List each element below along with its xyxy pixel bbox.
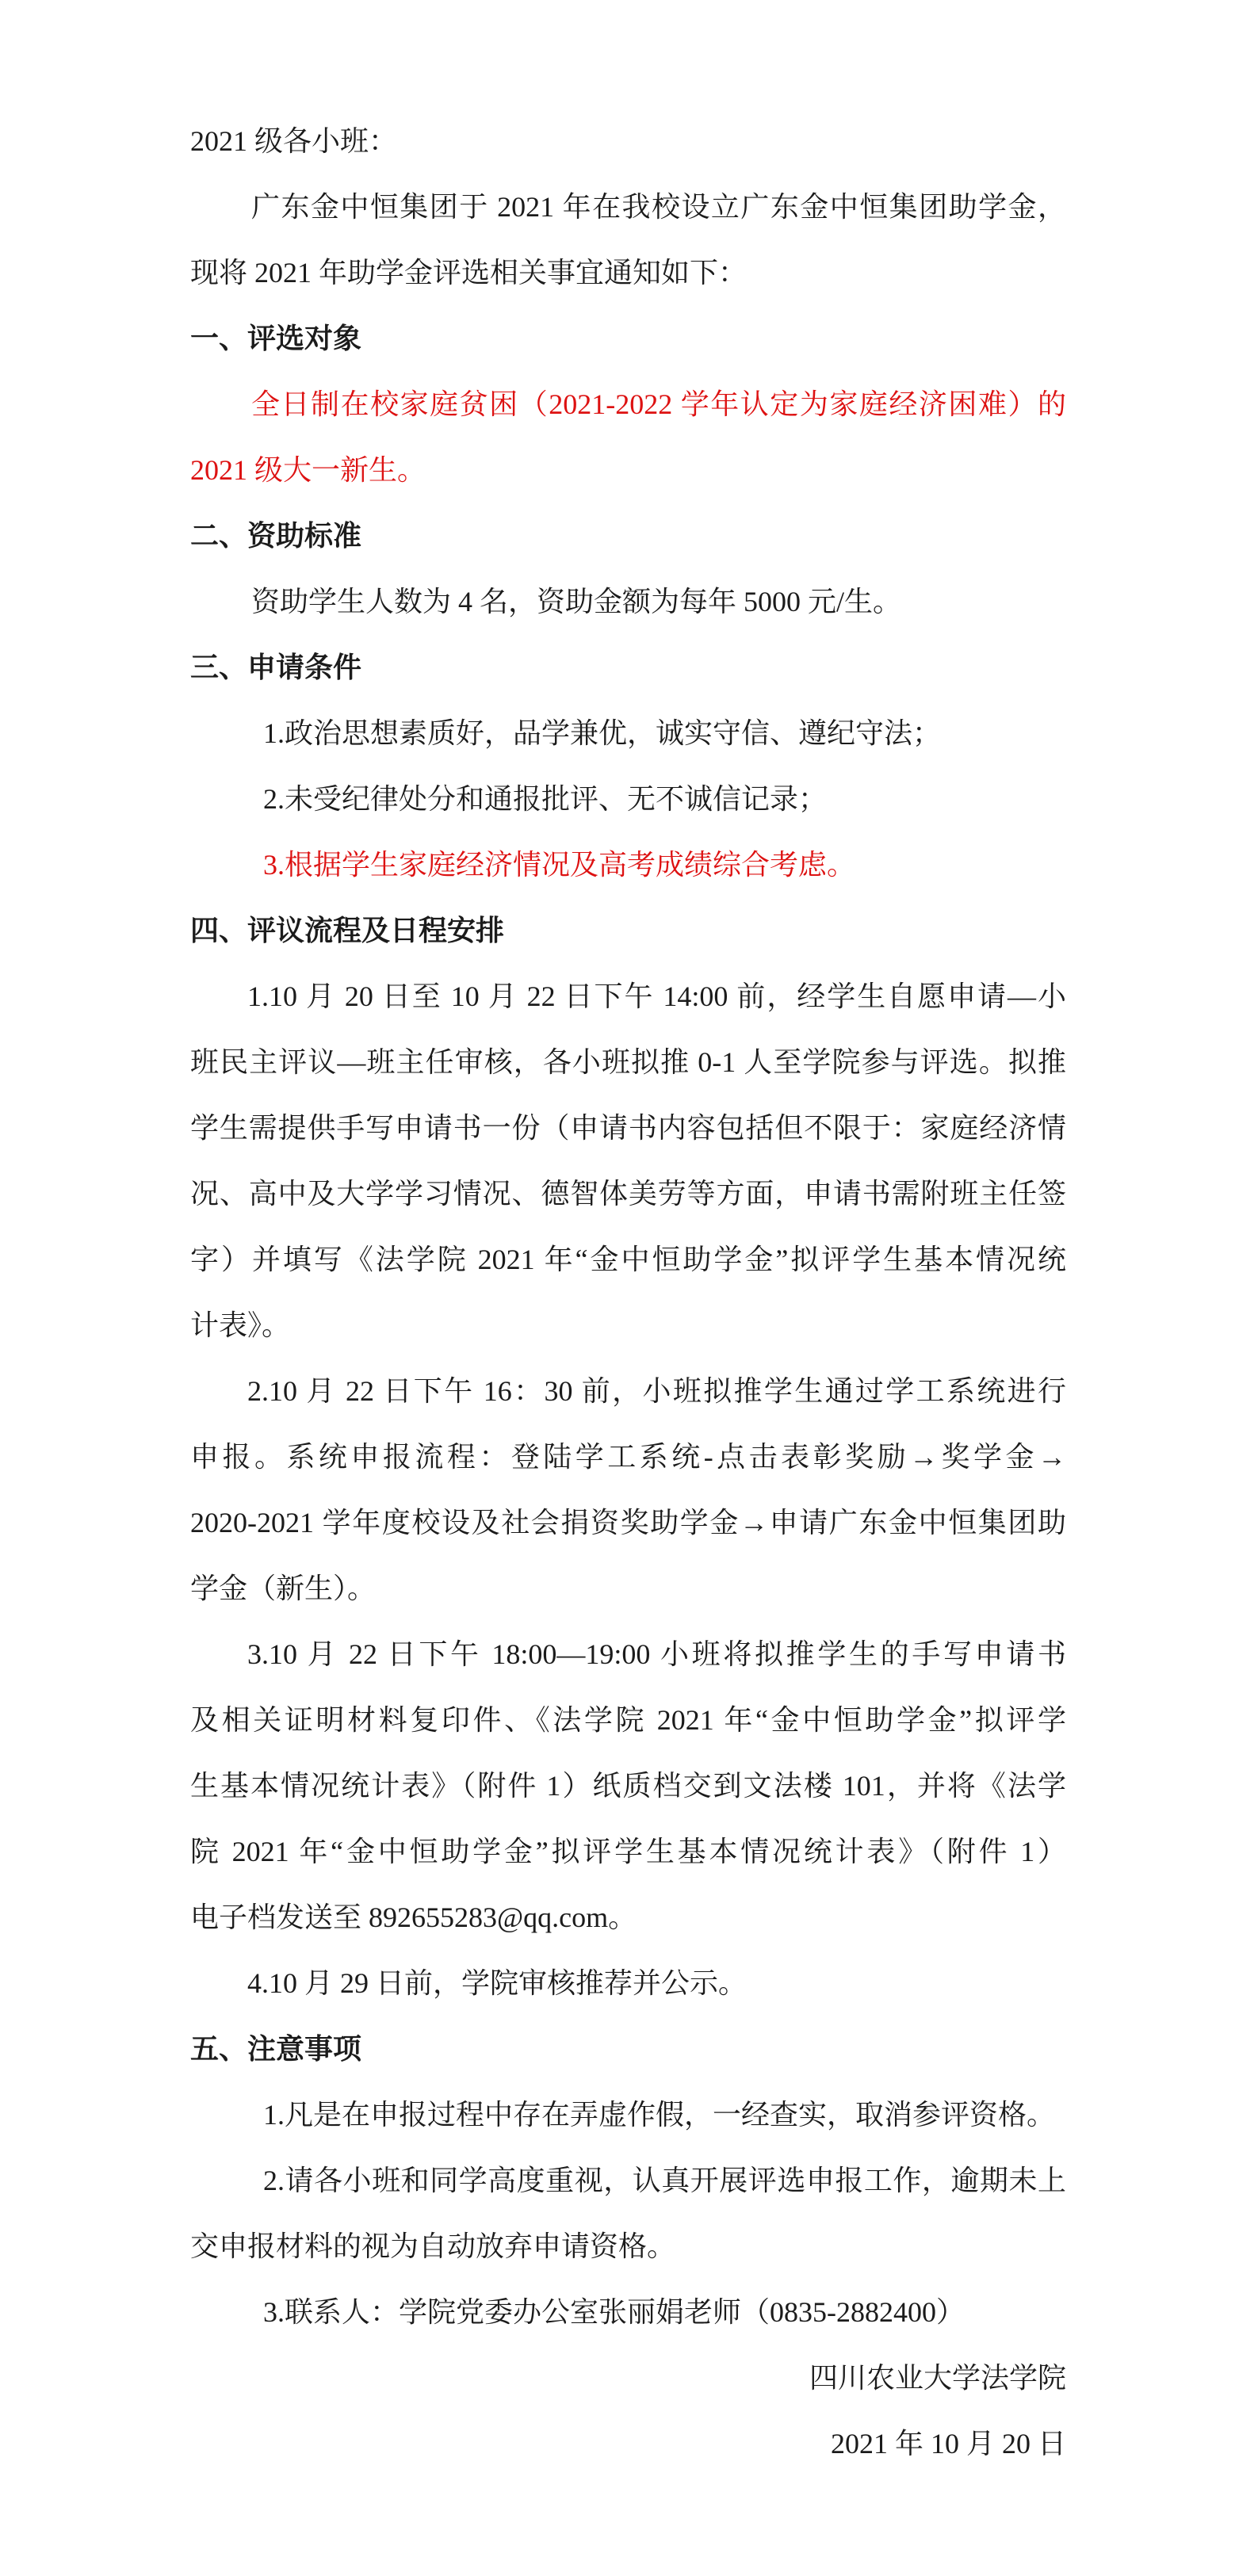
document-line: 1.政治思想素质好，品学兼优，诚实守信、遵纪守法；: [263, 717, 942, 749]
document-line: 现将 2021 年助学金评选相关事宜通知如下：: [190, 257, 748, 289]
document-line: 全日制在校家庭贫困（2021-2022 学年认定为家庭经济困难）的: [251, 388, 1066, 420]
document-line: 3.联系人：学院党委办公室张丽娟老师（0835-2882400）: [263, 2296, 965, 2328]
document-line: 2021 级各小班：: [190, 125, 398, 157]
section-heading: 一、评选对象: [190, 323, 362, 354]
section-heading: 四、评议流程及日程安排: [190, 915, 505, 946]
document-line: 及相关证明材料复印件、《法学院 2021 年“金中恒助学金”拟评学: [190, 1704, 1066, 1736]
document-line: 2021 级大一新生。: [190, 454, 426, 486]
document-line: 计表》。: [190, 1309, 291, 1341]
document-line: 2.10 月 22 日下午 16：30 前，小班拟推学生通过学工系统进行: [247, 1375, 1066, 1407]
document-line: 2021 年 10 月 20 日: [830, 2428, 1066, 2459]
document-line: 况、高中及大学学习情况、德智体美劳等方面，申请书需附班主任签: [190, 1178, 1066, 1210]
document-line: 广东金中恒集团于 2021 年在我校设立广东金中恒集团助学金，: [251, 191, 1066, 223]
document-line: 1.10 月 20 日至 10 月 22 日下午 14:00 前，经学生自愿申请—小: [247, 980, 1066, 1012]
document-line: 学金（新生）。: [190, 1573, 377, 1604]
document-line: 四川农业大学法学院: [809, 2362, 1066, 2394]
document-line: 电子档发送至 892655283@qq.com。: [190, 1901, 637, 1933]
document-line: 2.请各小班和同学高度重视，认真开展评选申报工作，逾期未上: [263, 2165, 1066, 2196]
document-line: 生基本情况统计表》（附件 1）纸质档交到文法楼 101，并将《法学: [190, 1770, 1066, 1802]
section-heading: 三、申请条件: [190, 652, 362, 683]
document-line: 申报。系统申报流程：登陆学工系统-点击表彰奖励→奖学金→: [190, 1441, 1066, 1473]
document-line: 1.凡是在申报过程中存在弄虚作假，一经查实，取消参评资格。: [263, 2099, 1056, 2131]
document-line: 3.10 月 22 日下午 18:00—19:00 小班将拟推学生的手写申请书: [247, 1638, 1066, 1670]
document-line: 3.根据学生家庭经济情况及高考成绩综合考虑。: [263, 849, 856, 881]
document-line: 班民主评议—班主任审核，各小班拟推 0-1 人至学院参与评选。拟推: [190, 1046, 1066, 1078]
document-line: 字）并填写《法学院 2021 年“金中恒助学金”拟评学生基本情况统: [190, 1244, 1066, 1275]
document-line: 2.未受纪律处分和通报批评、无不诚信记录；: [263, 783, 828, 815]
document-line: 2020-2021 学年度校设及社会捐资奖助学金→申请广东金中恒集团助: [190, 1507, 1066, 1538]
section-heading: 五、注意事项: [190, 2033, 362, 2065]
document-line: 院 2021 年“金中恒助学金”拟评学生基本情况统计表》（附件 1）: [190, 1836, 1066, 1867]
section-heading: 二、资助标准: [190, 520, 362, 552]
document-line: 学生需提供手写申请书一份（申请书内容包括但不限于：家庭经济情: [190, 1112, 1066, 1144]
document-line: 交申报材料的视为自动放弃申请资格。: [190, 2230, 676, 2262]
document-line: 4.10 月 29 日前，学院审核推荐并公示。: [247, 1967, 748, 1999]
document-line: 资助学生人数为 4 名，资助金额为每年 5000 元/生。: [251, 586, 902, 617]
document-body: [190, 109, 1066, 2477]
